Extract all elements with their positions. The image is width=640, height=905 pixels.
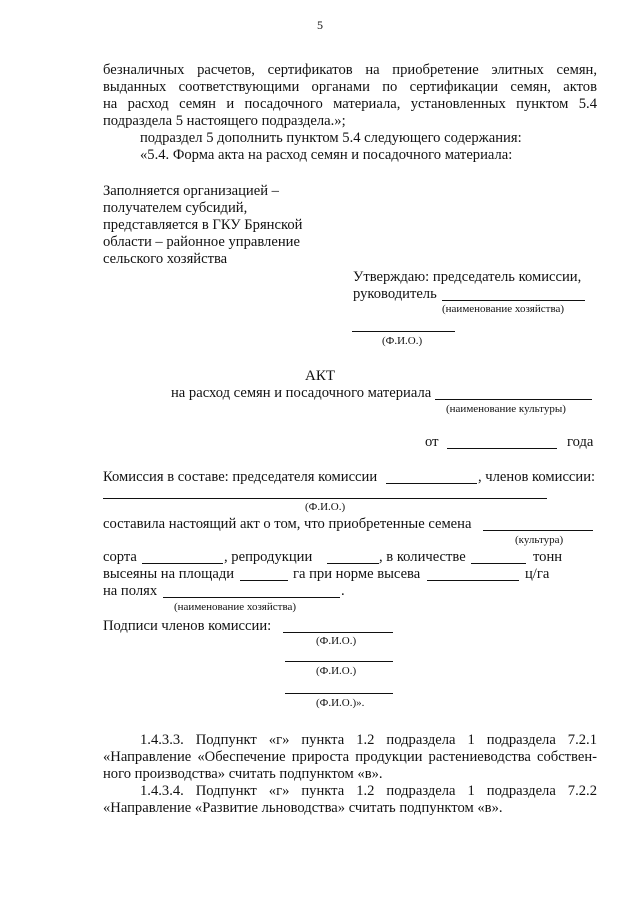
- intro-line-6: «5.4. Форма акта на расход семян и посадочного материала:: [140, 147, 513, 163]
- approver-fio-caption: (Ф.И.О.): [382, 335, 423, 347]
- intro-line-5: подраздел 5 дополнить пунктом 5.4 следующего содержания:: [140, 130, 522, 146]
- rate-line: [427, 580, 519, 581]
- signature-caption-1: (Ф.И.О.): [316, 635, 357, 647]
- rate-label: га при норме высева: [293, 566, 421, 582]
- outro-p2-line-2: «Направление «Развитие льноводства» считать подпунктом «в».: [103, 800, 503, 816]
- sown-label: высеяны на площади: [103, 566, 235, 582]
- fields-dot: .: [341, 583, 345, 599]
- signature-line-1: [283, 632, 393, 633]
- outro-p1-line-3: ного производства» считать подпунктом «в».: [103, 766, 383, 782]
- intro-line-1: безналичных расчетов, сертификатов на приобретение элитных семян,: [103, 62, 597, 78]
- signature-line-3: [285, 693, 393, 694]
- note-line-4: области – районное управление: [103, 234, 300, 250]
- tons-label: тонн: [533, 549, 563, 565]
- act-subtitle: на расход семян и посадочного материала: [171, 385, 432, 401]
- chairman-line: [386, 483, 477, 484]
- intro-line-2: выданных соответствующими органами по сертификации семян, актов: [103, 79, 597, 95]
- cha-label: ц/га: [525, 566, 550, 582]
- sort-label: сорта: [103, 549, 137, 565]
- head-name-line: [442, 300, 585, 301]
- commission-label: Комиссия в составе: председателя комиссии: [103, 469, 378, 485]
- culture-caption: (наименование культуры): [446, 403, 566, 415]
- fields-farm-caption: (наименование хозяйства): [174, 601, 297, 613]
- page-number: 5: [317, 18, 323, 32]
- area-line: [240, 580, 288, 581]
- fields-line: [163, 597, 340, 598]
- outro-p2-line-1: 1.4.3.4. Подпункт «г» пункта 1.2 подраздела 1 подраздела 7.2.2: [140, 783, 597, 799]
- signatures-label: Подписи членов комиссии:: [103, 618, 272, 634]
- qty-line: [471, 563, 526, 564]
- seeds-culture-caption: (культура): [515, 534, 564, 546]
- compiled-label: составила настоящий акт о том, что приобретенные семена: [103, 516, 472, 532]
- intro-line-3: на расход семян и посадочного материала, установленных пунктом 5.4: [103, 96, 597, 112]
- fields-label: на полях: [103, 583, 158, 599]
- culture-line: [435, 399, 592, 400]
- signature-caption-3: (Ф.И.О.)».: [316, 697, 365, 709]
- date-from: от: [425, 434, 439, 450]
- farm-caption: (наименование хозяйства): [442, 303, 565, 315]
- outro-p1-line-2: «Направление «Обеспечение прироста продукции растениеводства собствен-: [103, 749, 597, 765]
- sort-line: [142, 563, 223, 564]
- seeds-culture-line: [483, 530, 593, 531]
- approve-line-1: Утверждаю: председатель комиссии,: [353, 269, 582, 285]
- date-year: года: [567, 434, 594, 450]
- repro-line: [327, 563, 379, 564]
- note-line-3: представляется в ГКУ Брянской: [103, 217, 303, 233]
- note-line-1: Заполняется организацией –: [103, 183, 279, 199]
- note-line-2: получателем субсидий,: [103, 200, 248, 216]
- members-line: [103, 498, 547, 499]
- outro-p1-line-1: 1.4.3.3. Подпункт «г» пункта 1.2 подраздела 1 подраздела 7.2.1: [140, 732, 597, 748]
- qty-label: , в количестве: [379, 549, 466, 565]
- members-fio-caption: (Ф.И.О.): [305, 501, 346, 513]
- signature-caption-2: (Ф.И.О.): [316, 665, 357, 677]
- members-label: , членов комиссии:: [478, 469, 596, 485]
- note-line-5: сельского хозяйства: [103, 251, 228, 267]
- intro-line-4: подраздела 5 настоящего подраздела.»;: [103, 113, 346, 129]
- signature-line-2: [285, 661, 393, 662]
- act-title: АКТ: [305, 368, 335, 384]
- approver-fio-line: [352, 331, 455, 332]
- date-line: [447, 448, 557, 449]
- repro-label: , репродукции: [224, 549, 313, 565]
- approve-line-2: руководитель: [353, 286, 437, 302]
